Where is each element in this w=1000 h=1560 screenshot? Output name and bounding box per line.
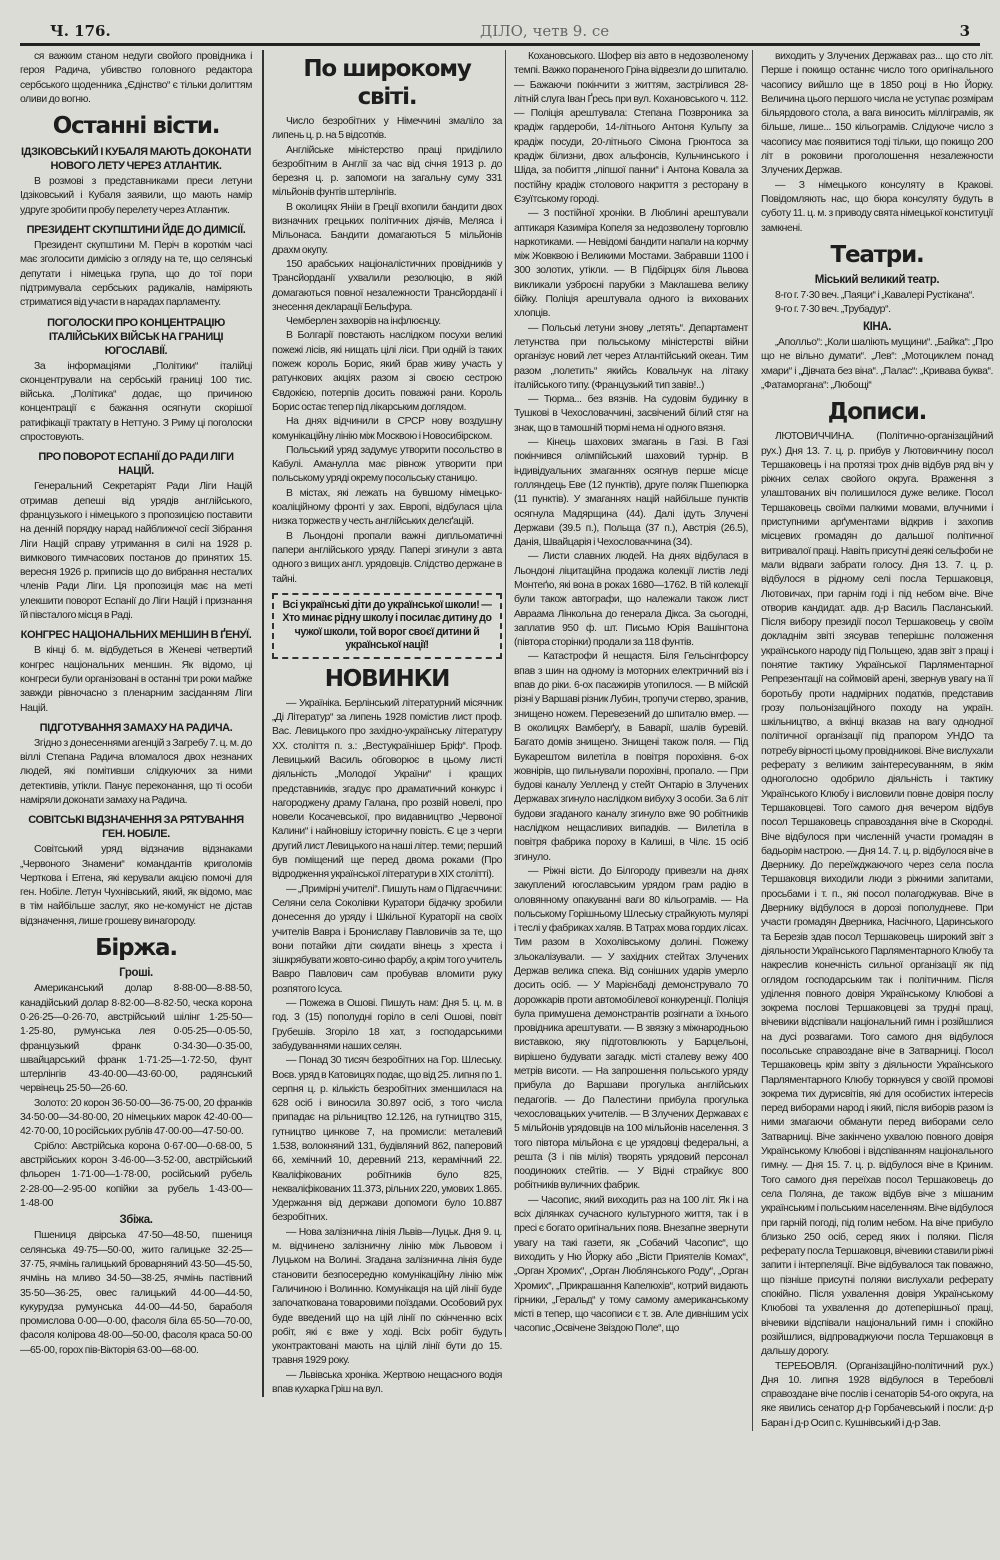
article-headline: ІДЗІКОВСЬКИЙ І КУБАЛЯ МАЮТЬ ДОКОНАТИ НОВОГО ЛЕТУ ЧЕРЕЗ АТЛАНТИК. (20, 146, 252, 173)
article (20, 934, 252, 962)
paragraph: В Льондоні пропали важні дипльоматичні папери англійського уряду. Папері згинули з авта одного з вищих англ. урядовців. Слідство держане в тайні. (272, 530, 502, 585)
paragraph: На днях відчинили в СРСР нову воздушну комунікаційну лінію між Москвою і Новосибірском. (272, 416, 502, 442)
paragraph: 9-го г. 7·30 веч. „Трубадур“. (775, 304, 891, 316)
paragraph: В містах, які лежать на бувшому німецько-коаліційному фронті у зах. Европі, відбулася ціла низка торжеств у честь англійських делєґацій. (272, 487, 502, 528)
article-headline: ПОГОЛОСКИ ПРО КОНЦЕНТРАЦІЮ ІТАЛІЙСЬКИХ ВІЙСЬК НА ГРАНИЦІ ЮГОСЛАВІЇ. (47, 316, 225, 357)
article-headline: СОВІТСЬКІ ВІДЗНАЧЕННЯ ЗА РЯТУВАННЯ ГЕН. НОБІЛЕ. (28, 814, 244, 841)
article (20, 813, 252, 929)
paragraph: Кохановського. Шофер віз авто в недозволеному темпі. Важко пораненого Гріна відвезли до шпиталю. — Бажаючи покінчити з життям, застрілився 28-літній слуга Іван Ґресь при вул. Кохановського ч. 112. — Поліція арештувала: Степана Позвроника за крадіж гардероби, 14-літнього Антоня Кульпу за крадіж посуди, 20-літнього Сімона Грюнтоса за крадіж білизни, двох альфонсів, Кульчинського і Шіда, за побиття „ліпшої панни“ і Антона Ковала за постійну крадіж столового накриття з ресторану в Єзуїтському городі. (514, 51, 748, 205)
article (272, 665, 502, 1398)
paragraph: Совітський уряд відзначив відзнаками „Червоного Знамени“ командантів криголомів Черткова і Еггена, які керували акцією помочі для ген. Нобіле. Летун Чухнівський, який, як відомо, має в тім найбільше заслуг, яко не-комуніст не дістав відзначення, лише грошеву винагороду. (20, 844, 252, 927)
page-header (50, 22, 970, 42)
paragraph: — Тюрма... без вязнів. На судовім будинку в Тушкові в Чехословаччині, засвічений білий стяг на знак, що в тамошній тюрмі нема ні одного вязня. (514, 394, 748, 434)
column-3 (505, 50, 748, 1337)
paragraph: — Нова залізнична лінія Львів—Луцьк. Дня 9. ц. м. відчинено залізничну лінію між Львовом і Луцьком на Волині. Згадана залізнична лінія буде становити безпосередню комунікаційну лінію між Галичиною і Волинню. Комунікація на цій лінії буде започаткована товаровими поїздами. Особовий рух буде введений що на цій лінії по скінченню всіх робіт, які є вже у ході. Всіх робіт будуть уконтрактовані мають на цілій лінії бути до 15. травня 1929 року. (272, 1226, 502, 1367)
column-4 (752, 50, 993, 1431)
article (20, 966, 252, 1211)
article (761, 320, 993, 393)
paragraph: — З німецького консуляту в Кракові. Повідомляють нас, що бюра консуляту будуть в суботу 11. ц. м. з приводу свята німецької конституції замкнені. (761, 179, 993, 234)
article (761, 398, 993, 1431)
paragraph: — Україніка. Берлінський літературний місячник „Ді Літератур“ за липень 1928 помістив лист проф. Вас. Левицького про західно-українську літературу XX. століття п. з.: „Вестукраїнішер Бріф“. Проф. Левицький Василь обговорює в цьому листі діяльність „Молодої України“ і кращих представників, згадує про драматичний конкурс і нагороджену драму Галана, про розвій новелі, про новели Косачевської, про видавництво „Червоної Калини“ і найновішу історичну повість. Є це з черги другий лист Левицького на наші літер. теми; перший був поміщений ще перед двома роками (Про відродження української літератури в XIX столітті). (272, 697, 502, 881)
issue-number: Ч. 176. (50, 22, 111, 40)
article-headline: ПРЕЗИДЕНТ СКУПШТИНИ ЙДЕ ДО ДИМІСІЇ. (26, 224, 246, 237)
paragraph: Число безробітних у Німеччині змаліло за липень ц. р. на 5 відсотків. (272, 116, 502, 142)
article (272, 55, 502, 587)
paragraph: — Часопис, який виходить раз на 100 літ. Як і на всіх ділянках сучасного культурного життя, так і в пресі є богато оригінальних появ. Внезапне звернути увагу на такі газети, як „Собачий Часопис“, що виходить у Ню Йорку або „Вісти Приятелів Комах“, „Орган Хромих“, „Орган Люблянського Роду“, „Орган Хромих“, „Прикрашання Капелюхів“, котрий видають гірники, „Геральд“ у тому самому американському місті в тепер, що часописи є т. зв. Але дивнішим усіх часопис „Освічене Звіздою Поле“, що (514, 1194, 748, 1335)
article (20, 50, 252, 107)
article (20, 1213, 252, 1358)
paragraph: Англійське міністерство праці приділило безробітним в Англії за час від січня 1913 р. до березня ц. р. запомоги на загальну суму 331 мільйонів фунтів штерлінгів. (272, 144, 502, 199)
paragraph: 8-го г. 7·30 веч. „Паяци“ і „Кавалері Рустікана“. (775, 290, 975, 302)
paragraph: Чемберлен захворів на інфлюєнцу. (286, 316, 441, 328)
paragraph: — Понад 30 тисяч безробітних на Гор. Шлеську. Воєв. уряд в Катовицях подає, що від 25. липня по 1. серпня ц. р. кількість безробітних зменшилася на 628 осіб і виносила 30.897 осіб, з того числа припадає на рільництво 12.126, на гутництво 315, гутництво цинкове 7, на промисли: металевий 1.538, волокняний 131, будівляний 862, паперовий 66, хемічний 10, деревний 213, керамічний 22. Кваліфікованих робітників було 825, некваліфікованих 11.373, рільних 220, умових 1.865. Удержання від держави допомоги було 10.887 безробітних. (272, 1055, 502, 1224)
paragraph: — Польські летуни знову „летять“. Департамент летунства при польському міністерстві війни організує новий лет через Атлантійський океан. Тим разом „полетить“ якийсь Ковальчук на літаку італійського типу. (Французький тип завів!..) (514, 322, 748, 391)
paragraph: Згідно з донесеннями агенцій з Загребу 7. ц. м. до віллі Степана Радича вломалося двох незнаних людей, які помітивши слідкуючих за ними детективів, утікли. Панує переконання, що ті особи наміряли доконати замаху на Радича. (20, 737, 252, 806)
paragraph: В околицях Янііи в Греції вхопили бандити двох визначних грецьких політичних діячів, Меляса і Мільонаса. Бандити домагаються 5 мільйонів драхм окупу. (272, 201, 502, 256)
section-heading: Біржа. (95, 935, 177, 962)
paragraph: — Кінець шахових змагань в Газі. В Газі покінчився олімпійський шаховий турнір. В індивідуальних змаганнях осягнув перше місце голляндець Еве (12 пунктів), друге поляк Пшепюрка (11 пунктів). У змаганнях націй найбільше пунктів осягнула Мадярщина (44). Далі ідуть Злучені Держави (39.5 п.), Польща (37 п.), Австрія (26.5), Данія, Швайцарія і Чехословаччина (34). (514, 437, 748, 549)
paragraph: — Листи славних людей. На днях відбулася в Льондоні ліцитаційна продажа колекції листів леді Монтеґю, які вона в роках 1680—1762. В тій колекції були також автографи, що належали також лист Авраама Лінкольна до генерала Дікса. За сьогодні, заплатив 950 ф. шт. Письмо Юрія Вашінгтона (півтора сторінки) продали за 118 фунтів. (514, 551, 748, 649)
section-heading: По широкому світі. (303, 56, 471, 110)
slogan-box: Всі українські діти до української школи! — Хто минає рідну школу і посилає дитину до чужої школи, той ворог своєї дитини й української нації! (272, 593, 502, 659)
article (272, 593, 502, 659)
article (761, 50, 993, 236)
article (761, 241, 993, 269)
paragraph: виходить у Злучених Державах раз... що сто літ. Перше і покищо останнє число того оригінального часопису вийшло ще в 1850 році в Ню Йорку. Величина цього першого числа не уступає розмірам більярдового стола, а вага виносить мілліграмів, як більше, лише... 150 кільограмів. Слідуюче число з часопису має появитися тоді тільки, що покищо 200 літ в роковини проголошення незалежности Злучених Держав. (761, 51, 993, 177)
paragraph: ЛЮТОВИЧЧИНА. (Політично-організаційний рух.) Дня 13. 7. ц. р. прибув у Лютовиччину посол Тершаковець і на протязі трох днів відбув ряд віч у ріжних селах свойого округа. Враження з улаштованих віч полишилося дуже велике. Посол Тершаковець своїми палкими мовами, влучними і приступними арґументами відкрив і захопив місцевих громадян до дальшої політичної витривалої праці. Навіть присутні деякі сельфоби не мали відваги забрати голосу. Дня 13. 7. ц. р. відбулося в рідному селі посла Тершаковця, Лютовичах, при гарнім годі і під небом віче. Віче отворив кандидат. адв. д-р Василь Пасланський. Після вибору президії посол Тершаковець у своїм докладнім звіті зясував теперішнє положення українського народу під Польщею, здав звіт з праці і понятие тактику Української Парляментарної Репрезентації на соймовій арені, звернув увагу на її боротьбу проти надмірних податків, представив грозу польонізаційного походу на україн. шкільництво, а вкінці вказав на вагу однодної політичної організації під прапором УНДО та потребу вірності цьому провідникові. Віче вислухали реферату з великим заінтересуванням, в якім одноголосно одобрило діяльність і тактику Українського Клюбу і висловили повне довіря послу Тершаковцеві. Того самого дня вечером відбув посол Тершаковець справоздання віче в Скородні. Віче відбулося при численній участи громадян в бадьорім настрою. — Дня 14. 7. ц. р. відбулося віче в Двернику. До переїжджаючого через села посла Тершаковця виходили люди з ріжними запитами, просьбами і т. п., які посол полагоджував. Віче в Двернику відбулося в дорозі пополудневе. При участи громадян Дверника, Насічного, Царинського та Березів здав посол Тершаковець широкий звіт з діяльности Українського Парляментарного Клюбу та накреслив конечність сильної організації як під оглядом господарським так і політичним. Після уділення повного довіря Українському Клюбові а зокрема послові Тершаковцеві за трудні праці, вічевики відспівали національний гимн і розійшлися на дусі розвагами. Того самого дня відбулося посольське справоздане віче в Затварниці. Посол Тершаковець крім звіту з діяльности Українського Парляментарного Клюбу торкнувся у своїй промові зокрема тих дурисвітів, які для особистих інтересів перед виборами народ і який, після виборів разом із ними змагаючи обманути перед виборами село Затварниці. Віче закінчено ухвалою повного довіря Українському Клюбові і відспіванням національного гимну. — Дня 15. 7. ц. р. відбулося віче в Криним. Того самого дня переїхав посол Тершаковець до села Поляна, де також відбув віче з мішаним українським і польським населенням. Віче відбулося при гарній погоді, під голим небом. На віче прибуло близько 250 осіб, серед яких і поляки. Після реферату посла Тершаковця, вічевики ставили ріжні запити і інтерпеляції. Віче відбувалося так поважно, що пізніше присутні поляки вислухали реферату спокійно. Після ухвалення довіря Українському Клюбові та ухвалення до дотеперішньої праці, вічевики відспівали національний гимн і спокійно розійшлися, відпроваджуючи посла Тершаковця в дальшу дорогу. (761, 431, 994, 1358)
paragraph: — „Примірні учителі“. Пишуть нам о Підгаєччини: Селяни села Соколівки Куратори бідачку зробили донесення до уряду і Шкільної Кураторії на своїх учителів Вавра і Брониславу Павловичів за те, що вони потайки діти скидати вінець з хреста і зішкрябувати жовто-синю фарбу, а крім того учитель Вавро Павлович сам пробував вломити руку розпятого Ісуса. (272, 883, 502, 995)
paragraph: — Львівська хроніка. Жертвою нещасного водія впав кухарка Гріш на вул. (272, 1369, 502, 1396)
section-heading: Театри. (830, 241, 924, 268)
subheading: КІНА. (862, 320, 892, 333)
paragraph: Президент скупштини М. Періч в короткім часі має зголосити димісію з огляду на те, що селянські депутати і німецька група, що до тої пори підтримувала сербських радикалів, наміряють стриматися від участи в нарадах парламенту. (20, 240, 252, 309)
paragraph: Пшениця двірська 47·50—48·50, пшениця селянська 49·75—50·00, жито галицьке 32·25—37·75, ячмінь галицький броварняний 43·50—45·50, ячмінь на мливо 34·50—38·25, ячмінь пастівний 35·50—36·25, овес галицький 44·00—44·50, кукурудза румунська 44·00—44·50, бараболя промислова 0·00—0·00, фасоля біла 65·50—70·00, фасоля колірова 48·00—50·00, фасоля краса 50·00—65·00, горох пів-Вікторія 63·00—68·00. (20, 1230, 252, 1356)
paragraph: Генеральний Секретаріят Ради Ліги Націй отримав депеші від урядів англійського, французького і німецького з пропозицією поставити на денній порядку нарад найближчої сесії Зібрання Ліги Націй справу утримання в силі на 1928 р. вимкового тимчасових постанов до принятих 15. вересня 1926 р. приписів що до вибрання несталих членів Ради Ліги. Ця пропозиція має на меті улекшити поворот Еспанії до Ліги Націй і признання їй півсталого місця в Раді. (20, 481, 252, 622)
paragraph: За інформаціями „Політики“ італійці сконцентрували на сербській границі 100 тис. війська. „Політика“ додає, що причиною концентрації є бажання осягнути скорішої ратифікації трактату в Неттуно. З Риму ці поголоски спростовують. (20, 360, 252, 444)
article (20, 450, 252, 623)
section-heading: Дописи. (827, 399, 927, 426)
column-1 (20, 50, 252, 1358)
article-headline: ПРО ПОВОРОТ ЕСПАНІЇ ДО РАДИ ЛІГИ НАЦІЙ. (38, 451, 234, 478)
paragraph: Золото: 20 корон 36·50·00—36·75·00, 20 франків 34·50·00—34·80·00, 20 німецьких марок 42·40·00—42·70·00, 10 російських рублів 47·00·00—47·50·00. (20, 1097, 252, 1138)
paragraph: ся важким станом недуги свойого провідника і героя Радича, убивство головного редактора сербського щоденника „Єдінство“ є тільки долиттям оливи до вогню. (20, 51, 252, 105)
article-headline: ПІДГОТУВАННЯ ЗАМАХУ НА РАДИЧА. (39, 721, 233, 734)
paragraph: — Ріжні вісти. До Білгороду привезли на днях закуплений югославським урядом грам радію в оловянному опакуванні ваги 80 кільограмів. — На польському Горішньому Шлеську страйкують мулярі і теслі у фабриках халяв. В Татрах мова гордих лісах. Тим разом в Хохолівському долині. Пожежу зльокалізували. — У західних стейтах Злучених Держав велика спека. Від сонішних ударів умерло досить осіб. — У Марієнбаді демонструвало 70 дорожкарів проти автомобілевої конкуренції. Поліція була примушена демонстрантів розігнати а їхнього провідника арештувати. — В звязку з міжнародньою виставкою, яку підготовлюють у Барцельоні, вирішено будувати загадк. місті сталеву вежу 400 метрів висоти. — На запрошення польського уряду прибула до Варшави прогулька англійських педагогів. — До Палестини прибула прогулька чехословацьких учителів. — В Злучених Державах є 5 мільйонів урядовців на 100 мільйонів населення. З того півтора мільйона є це урядовці федеральні, а решта (3 і пів мілія) творять урядовий персонал поодиноких стейтів. — У Відні страйкує 800 робітників вуличних фабрик. (514, 865, 748, 1192)
article (20, 316, 252, 446)
paragraph: В Болгарії повстають наслідком посухи великі пожежі лісів, які нищать цілі ліси. При одній із таких пожеж король Борис, який брав живу участь у ратункових акціях разом зі своєю сестрою Євдокією, потерпів досить поважні рани. Король Борис остає тепер під лікарським доглядом. (272, 330, 502, 413)
article (20, 112, 252, 140)
paragraph: — Пожежа в Ошові. Пишуть нам: Дня 5. ц. м. в год. 3 (15) пополудні горіло в селі Ошові, повіт Грубешів. Згоріло 18 хат, з господарськими забудуваннями наших селян. (272, 998, 502, 1052)
section-heading: НОВИНКИ (324, 665, 450, 692)
section-heading: Останні вісти. (52, 113, 220, 140)
page-number: 3 (959, 22, 970, 40)
article (20, 223, 252, 310)
subheading: Гроші. (119, 967, 153, 980)
article (20, 721, 252, 808)
article (514, 50, 748, 1337)
paragraph: „Аполльо“: „Коли шаліють мущини“. „Байка“: „Про що не вільно думати“. „Лев“: „Мотоциклем понад хмари“ і „Дівчата без віна“. „Палас“: „Кривава буква“. „Фатаморгана“: „Любощі“ (761, 337, 993, 391)
newspaper-title-date: ДІЛО, четв 9. се (480, 22, 610, 40)
subheading: Міський великий театр. (814, 273, 940, 286)
subheading: Збіжа. (119, 1214, 153, 1227)
paragraph: — Катастрофи й нещастя. Біля Гельсінгфорсу впав з шин на одному із моторних електричний віз і впав до ріки. 6-ох пасажирів утопилося. — В мійскій різні у Варшаві різник Лубин, тропучи стерво, зранив, знищено ножем. Перевезений до шпиталю вмер. — В околицях Вамберґу, в Баварії, шалів буревій. Багато домів знищено. Знищені також поля. — Під Букарештом вилетіла в повітря порохівня. 6-ох жовнірів, що пильнували порохівні, пропало. — При будові каналу Уелленд у стейт Онтаріо в Злучених Державах згинуло наслідком вибуху 3 особи. За 6 літ будови згаданого каналу згинуло вже 90 робітників наслідком нещасливих випадків. — Вилетіла в повітря фабрика пороху в Калиші, в Чілє. 15 осіб згинуло. (514, 651, 748, 863)
article (20, 628, 252, 715)
paragraph: — З постійної хроніки. В Люблині арештували аптикаря Казиміра Копеля за недозволену торговлю наркотиками. — Невідомі бандити напали на корчму між Жовквою і Великими Мостами. Забравши 1100 і 300 золотих, утікли. — В Підбірцях біля Львова викликали узброєні парубки з Маклашева велику бійку. Поліція арештувала одного із вихованих хлопців. (514, 208, 748, 320)
paragraph: Американський долар 8·88·00—8·88·50, канадійський долар 8·82·00—8·82·50, ческа корона 0·26·25—0·26·70, австрійський шілінг 1·25·50—1·25·80, румунська лея 0·05·25—0·05·50, французький франк 0·34·30—0·35·00, швайцарський франк 1·71·25—1·72·50, фунт штерлінгів 43·40·00—43·60·00, радянський червінець 25·50—26·60. (20, 983, 252, 1095)
column-2 (262, 50, 502, 1397)
paragraph: Срібло: Австрійська корона 0·67·00—0·68·00, 5 австрійських корон 3·46·00—3·52·00, австрійський фльорен 1·71·00—1·78·00, російський рубель 2·28·00—2·95·00 копійки за рубель 1·43·00—1·48·00 (20, 1140, 252, 1209)
paragraph: ТЕРЕБОВЛЯ. (Організаційно-політичний рух.) Дня 10. липня 1928 відбулося в Теребовлі справоздане віче послів і сенаторів 54-ого округа, на яке явились сенатор д-р Горбачевський і посли: д-р Баран і д-р Осип с. Кушнівський і д-р Зав. (761, 1360, 993, 1429)
paragraph: В кінці б. м. відбудеться в Женеві четвертий конгрес національних меншин. Як відомо, ці конгреси були організовані в останні три роки майже завжди рівночасно з пленарним засіданням Ліги Націй. (20, 645, 252, 714)
paragraph: Польський уряд задумує утворити посольство в Кабулі. Аманулла має рівнож утворити при польському уряді окрему посольську станицю. (272, 444, 502, 485)
article (20, 145, 252, 218)
article (761, 273, 993, 318)
paragraph: 150 арабських націоналістичних провідників у Трансйорданії ухвалили резолюцію, в якій домагаються повної незалежности Трансйорданії і знесення декларації Бельфура. (272, 258, 502, 313)
article-headline: КОНГРЕС НАЦІОНАЛЬНИХ МЕНШИН В ҐЕНУЇ. (20, 629, 252, 642)
paragraph: В розмові з представниками преси летуни Ідзіковський і Кубаля заявили, що мають намір удруге зробити пробу перелету через Атлантик. (20, 176, 252, 216)
header-rule (20, 43, 980, 46)
